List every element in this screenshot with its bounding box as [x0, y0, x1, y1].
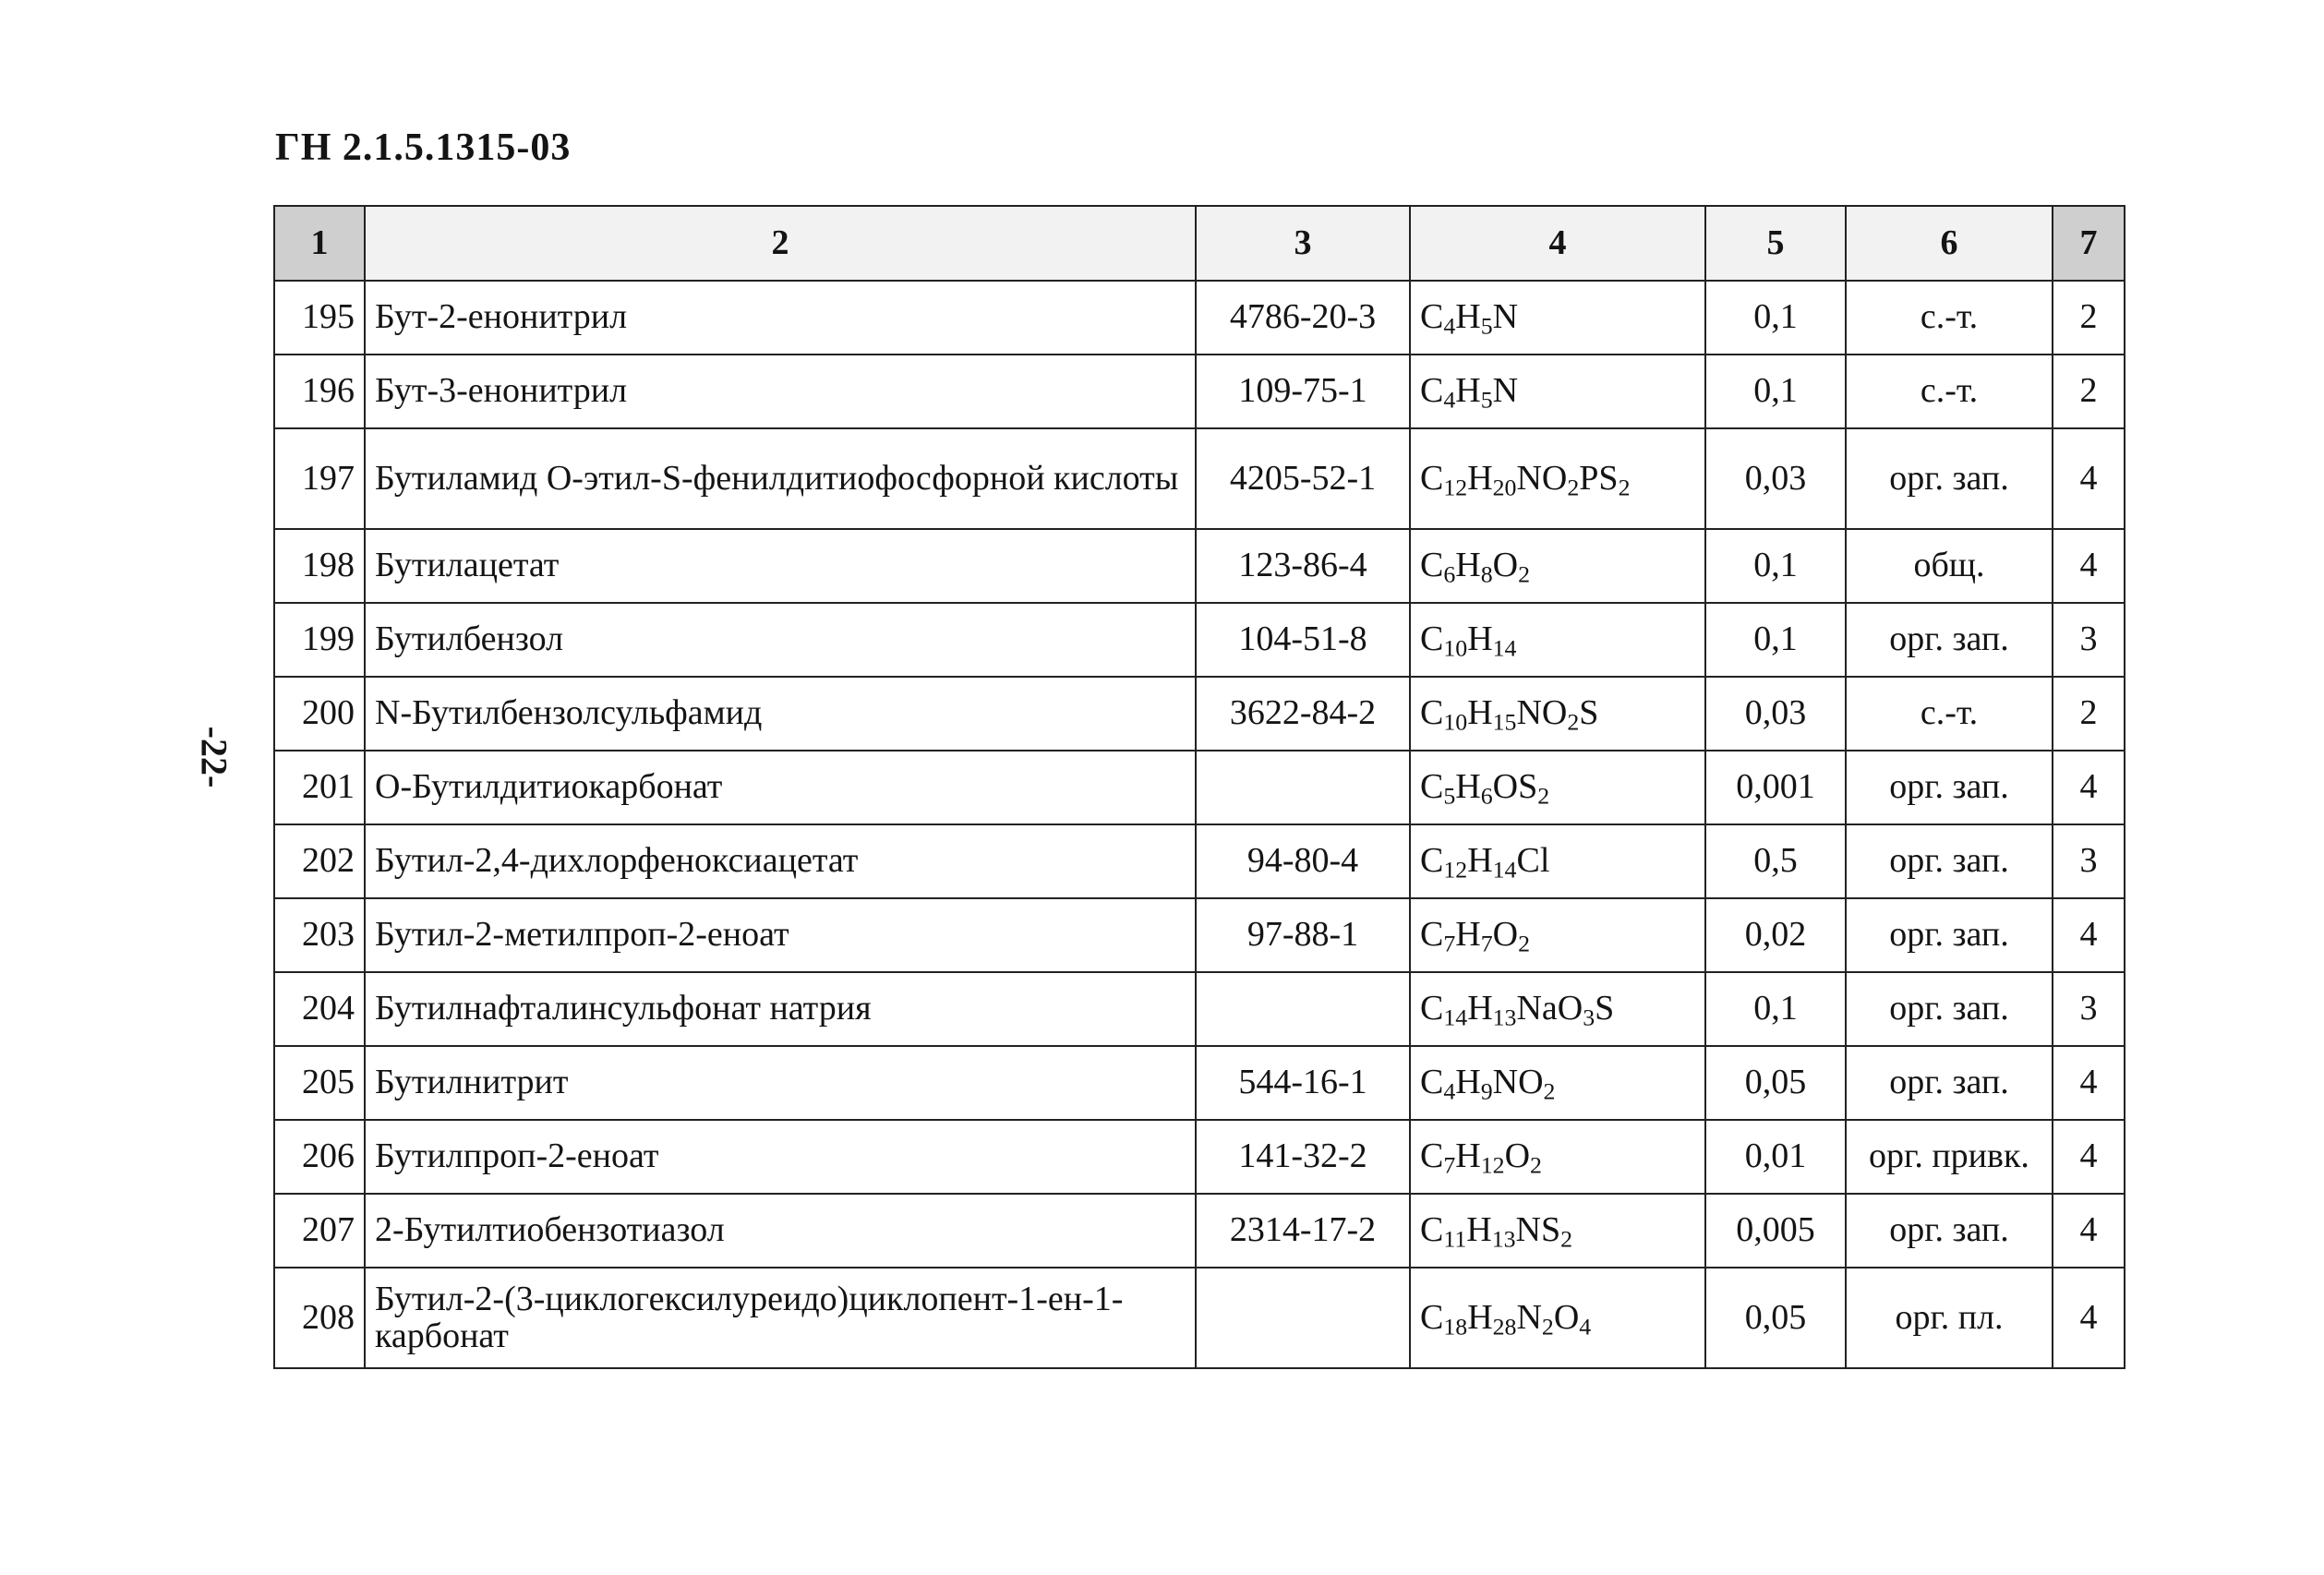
hazard-class: 2	[2053, 281, 2125, 355]
hazard-indicator: орг. зап.	[1846, 898, 2053, 972]
cas-number: 2314-17-2	[1196, 1194, 1410, 1268]
substance-name: Бутиламид О-этил-S-фенилдитиофосфорной кислоты	[365, 428, 1196, 529]
limit-value: 0,05	[1705, 1268, 1846, 1368]
hazard-indicator: орг. пл.	[1846, 1268, 2053, 1368]
formula-element: C	[1420, 297, 1444, 337]
substance-name: Бутилнитрит	[365, 1046, 1196, 1120]
formula-element: O	[1504, 1136, 1531, 1176]
hazard-indicator: орг. зап.	[1846, 1194, 2053, 1268]
table-row	[274, 1046, 2125, 1120]
substance-name: Бут-3-енонитрил	[365, 355, 1196, 428]
formula-subscript: 5	[1480, 312, 1493, 340]
formula-element: H	[1466, 1210, 1492, 1250]
row-number: 200	[274, 677, 365, 751]
row-number: 198	[274, 529, 365, 603]
formula-subscript: 14	[1492, 634, 1517, 662]
formula-element: C	[1420, 1136, 1444, 1176]
hazard-class: 4	[2053, 529, 2125, 603]
formula-subscript: 2	[1541, 1313, 1554, 1340]
substance-name: Бутилацетат	[365, 529, 1196, 603]
hazard-indicator: орг. зап.	[1846, 428, 2053, 529]
hazard-class: 4	[2053, 751, 2125, 824]
hazard-indicator: орг. зап.	[1846, 751, 2053, 824]
limit-value: 0,005	[1705, 1194, 1846, 1268]
formula-subscript: 5	[1480, 386, 1493, 414]
row-number: 199	[274, 603, 365, 677]
table-row	[274, 824, 2125, 898]
hazard-indicator: орг. зап.	[1846, 603, 2053, 677]
formula-subscript: 10	[1443, 708, 1468, 736]
formula-element: H	[1455, 371, 1481, 411]
chemical-formula	[1410, 428, 1705, 529]
formula-element: NO	[1516, 458, 1568, 498]
hazard-indicator: орг. зап.	[1846, 824, 2053, 898]
row-number: 206	[274, 1120, 365, 1194]
cas-number: 104-51-8	[1196, 603, 1410, 677]
row-number: 196	[274, 355, 365, 428]
formula-element: C	[1420, 619, 1444, 659]
formula-element: S	[1595, 989, 1615, 1028]
limit-value: 0,1	[1705, 529, 1846, 603]
hazard-indicator: общ.	[1846, 529, 2053, 603]
limit-value: 0,05	[1705, 1046, 1846, 1120]
limit-value: 0,1	[1705, 972, 1846, 1046]
limit-value: 0,1	[1705, 355, 1846, 428]
formula-element: C	[1420, 546, 1444, 585]
formula-element: O	[1492, 915, 1519, 955]
hazard-class: 4	[2053, 898, 2125, 972]
formula-subscript: 10	[1443, 634, 1468, 662]
limit-value: 0,001	[1705, 751, 1846, 824]
hazard-class: 2	[2053, 677, 2125, 751]
cas-number: 123-86-4	[1196, 529, 1410, 603]
table-row	[274, 1268, 2125, 1368]
formula-subscript: 2	[1560, 1225, 1573, 1253]
substance-name: Бутилпроп-2-еноат	[365, 1120, 1196, 1194]
substance-name: Бутил-2,4-дихлорфеноксиацетат	[365, 824, 1196, 898]
formula-subscript: 6	[1443, 560, 1456, 588]
chemical-formula	[1410, 898, 1705, 972]
substances-table	[273, 205, 2125, 1369]
formula-element: C	[1420, 841, 1444, 881]
hazard-class: 3	[2053, 972, 2125, 1046]
header-cell-3: 3	[1196, 206, 1410, 281]
cas-number: 3622-84-2	[1196, 677, 1410, 751]
row-number: 207	[274, 1194, 365, 1268]
formula-element: Cl	[1516, 841, 1550, 881]
row-number: 195	[274, 281, 365, 355]
limit-value: 0,1	[1705, 281, 1846, 355]
formula-subscript: 28	[1492, 1313, 1517, 1340]
cas-number: 4205-52-1	[1196, 428, 1410, 529]
formula-element: O	[1492, 546, 1519, 585]
cas-number: 141-32-2	[1196, 1120, 1410, 1194]
hazard-indicator: орг. зап.	[1846, 1046, 2053, 1120]
chemical-formula	[1410, 1120, 1705, 1194]
cas-number: 97-88-1	[1196, 898, 1410, 972]
limit-value: 0,02	[1705, 898, 1846, 972]
table-row	[274, 355, 2125, 428]
chemical-formula	[1410, 1268, 1705, 1368]
formula-subscript: 7	[1443, 930, 1456, 957]
page-number: -22-	[193, 726, 235, 788]
formula-subscript: 13	[1492, 1004, 1517, 1031]
limit-value: 0,03	[1705, 677, 1846, 751]
row-number: 203	[274, 898, 365, 972]
cas-number: 544-16-1	[1196, 1046, 1410, 1120]
table-row	[274, 677, 2125, 751]
formula-element: C	[1420, 915, 1444, 955]
formula-subscript: 5	[1443, 782, 1456, 810]
formula-subscript: 2	[1518, 560, 1531, 588]
formula-subscript: 2	[1530, 1151, 1542, 1179]
table-row	[274, 603, 2125, 677]
substance-name: N-Бутилбензолсульфамид	[365, 677, 1196, 751]
document-code: ГН 2.1.5.1315-03	[275, 126, 572, 169]
formula-subscript: 6	[1480, 782, 1493, 810]
formula-element: NS	[1515, 1210, 1561, 1250]
cas-number	[1196, 1268, 1410, 1368]
formula-subscript: 2	[1537, 782, 1550, 810]
formula-element: C	[1420, 1297, 1444, 1337]
table-row	[274, 428, 2125, 529]
formula-subscript: 11	[1443, 1225, 1467, 1253]
formula-element: C	[1420, 989, 1444, 1028]
row-number: 208	[274, 1268, 365, 1368]
formula-subscript: 12	[1480, 1151, 1505, 1179]
formula-subscript: 2	[1543, 1077, 1556, 1105]
chemical-formula	[1410, 603, 1705, 677]
formula-subscript: 13	[1491, 1225, 1516, 1253]
chemical-formula	[1410, 355, 1705, 428]
header-cell-4: 4	[1410, 206, 1705, 281]
cas-number: 109-75-1	[1196, 355, 1410, 428]
hazard-class: 3	[2053, 603, 2125, 677]
formula-subscript: 4	[1443, 1077, 1456, 1105]
formula-element: H	[1455, 915, 1481, 955]
formula-subscript: 4	[1443, 312, 1456, 340]
cas-number	[1196, 972, 1410, 1046]
formula-element: S	[1579, 693, 1599, 733]
formula-subscript: 15	[1492, 708, 1517, 736]
header-cell-2: 2	[365, 206, 1196, 281]
formula-subscript: 2	[1567, 708, 1580, 736]
formula-element: N	[1492, 371, 1519, 411]
formula-element: NO	[1492, 1063, 1544, 1102]
substance-name: Бутилбензол	[365, 603, 1196, 677]
table-row	[274, 1194, 2125, 1268]
formula-element: C	[1420, 371, 1444, 411]
formula-subscript: 2	[1567, 474, 1580, 500]
table-row	[274, 751, 2125, 824]
formula-element: NO	[1516, 693, 1568, 733]
formula-subscript: 7	[1443, 1151, 1456, 1179]
formula-element: H	[1467, 1297, 1493, 1337]
table-row	[274, 1120, 2125, 1194]
formula-element: H	[1455, 297, 1481, 337]
formula-subscript: 2	[1518, 930, 1531, 957]
formula-subscript: 7	[1480, 930, 1493, 957]
cas-number: 94-80-4	[1196, 824, 1410, 898]
formula-element: H	[1467, 989, 1493, 1028]
substance-name: Бутил-2-(3-циклогексилуреидо)циклопент-1-ен-1-карбонат	[365, 1268, 1196, 1368]
formula-element: C	[1420, 767, 1444, 807]
formula-element: C	[1420, 458, 1444, 498]
hazard-indicator: с.-т.	[1846, 355, 2053, 428]
chemical-formula	[1410, 751, 1705, 824]
substance-name: Бут-2-енонитрил	[365, 281, 1196, 355]
hazard-class: 4	[2053, 1120, 2125, 1194]
hazard-class: 4	[2053, 428, 2125, 529]
table-header-row	[274, 206, 2125, 281]
row-number: 202	[274, 824, 365, 898]
formula-element: N	[1492, 297, 1519, 337]
chemical-formula	[1410, 281, 1705, 355]
limit-value: 0,01	[1705, 1120, 1846, 1194]
hazard-indicator: с.-т.	[1846, 281, 2053, 355]
chemical-formula	[1410, 529, 1705, 603]
formula-subscript: 8	[1480, 560, 1493, 588]
formula-subscript: 14	[1492, 856, 1517, 884]
header-cell-5: 5	[1705, 206, 1846, 281]
formula-subscript: 12	[1443, 856, 1468, 884]
table-row	[274, 281, 2125, 355]
formula-element: H	[1467, 693, 1493, 733]
table-row	[274, 898, 2125, 972]
formula-subscript: 9	[1480, 1077, 1493, 1105]
formula-element: H	[1467, 841, 1493, 881]
formula-subscript: 4	[1443, 386, 1456, 414]
formula-element: PS	[1579, 458, 1619, 498]
formula-element: OS	[1492, 767, 1538, 807]
table-row	[274, 972, 2125, 1046]
hazard-indicator: орг. привк.	[1846, 1120, 2053, 1194]
substance-name: Бутилнафталинсульфонат натрия	[365, 972, 1196, 1046]
chemical-formula	[1410, 972, 1705, 1046]
hazard-class: 4	[2053, 1194, 2125, 1268]
row-number: 204	[274, 972, 365, 1046]
formula-subscript: 14	[1443, 1004, 1468, 1031]
limit-value: 0,03	[1705, 428, 1846, 529]
formula-subscript: 3	[1583, 1004, 1595, 1031]
hazard-indicator: с.-т.	[1846, 677, 2053, 751]
formula-element: C	[1420, 693, 1444, 733]
formula-subscript: 20	[1492, 474, 1517, 500]
row-number: 197	[274, 428, 365, 529]
hazard-class: 3	[2053, 824, 2125, 898]
formula-element: C	[1420, 1063, 1444, 1102]
chemical-formula	[1410, 677, 1705, 751]
header-cell-1: 1	[274, 206, 365, 281]
chemical-formula	[1410, 1046, 1705, 1120]
hazard-indicator: орг. зап.	[1846, 972, 2053, 1046]
formula-subscript: 4	[1579, 1313, 1592, 1340]
cas-number	[1196, 751, 1410, 824]
formula-element: NaO	[1516, 989, 1583, 1028]
row-number: 201	[274, 751, 365, 824]
hazard-class: 4	[2053, 1268, 2125, 1368]
substance-name: Бутил-2-метилпроп-2-еноат	[365, 898, 1196, 972]
substance-name: О-Бутилдитиокарбонат	[365, 751, 1196, 824]
formula-subscript: 2	[1618, 474, 1631, 500]
formula-element: H	[1455, 1063, 1481, 1102]
chemical-formula	[1410, 1194, 1705, 1268]
formula-element: H	[1455, 1136, 1481, 1176]
formula-element: H	[1467, 458, 1493, 498]
hazard-class: 4	[2053, 1046, 2125, 1120]
formula-element: C	[1420, 1210, 1444, 1250]
chemical-formula	[1410, 824, 1705, 898]
cas-number: 4786-20-3	[1196, 281, 1410, 355]
row-number: 205	[274, 1046, 365, 1120]
formula-element: H	[1455, 546, 1481, 585]
formula-subscript: 18	[1443, 1313, 1468, 1340]
limit-value: 0,5	[1705, 824, 1846, 898]
header-cell-6: 6	[1846, 206, 2053, 281]
substance-name: 2-Бутилтиобензотиазол	[365, 1194, 1196, 1268]
formula-element: O	[1553, 1297, 1580, 1337]
table-row	[274, 529, 2125, 603]
hazard-class: 2	[2053, 355, 2125, 428]
limit-value: 0,1	[1705, 603, 1846, 677]
header-cell-7: 7	[2053, 206, 2125, 281]
formula-element: N	[1516, 1297, 1542, 1337]
formula-subscript: 12	[1443, 474, 1468, 500]
formula-element: H	[1455, 767, 1481, 807]
formula-element: H	[1467, 619, 1493, 659]
